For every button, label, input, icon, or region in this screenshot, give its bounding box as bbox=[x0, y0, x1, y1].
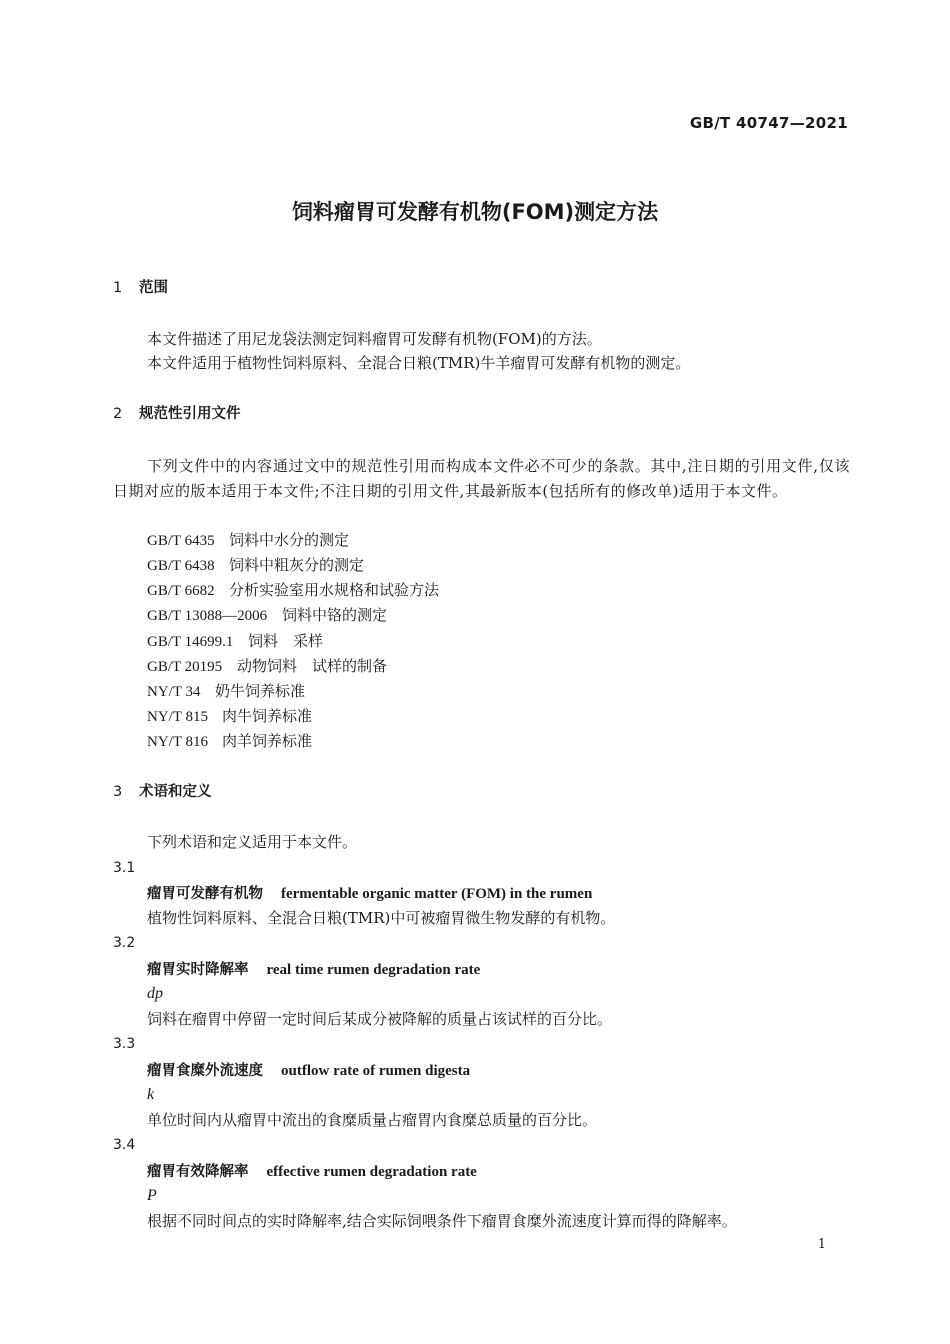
term-number: 3.2 bbox=[113, 935, 136, 951]
reference-code: GB/T 20195 bbox=[147, 659, 223, 675]
section-title: 规范性引用文件 bbox=[139, 406, 241, 422]
term-symbol: P bbox=[147, 1187, 157, 1204]
reference-code: GB/T 13088—2006 bbox=[147, 608, 268, 624]
reference-item bbox=[147, 631, 323, 652]
terms-intro: 下列术语和定义适用于本文件。 bbox=[147, 833, 358, 851]
section-heading-normative-refs bbox=[113, 404, 241, 424]
scope-paragraph: 本文件适用于植物性饲料原料、全混合日粮(TMR)牛羊瘤胃可发酵有机物的测定。 bbox=[147, 354, 691, 372]
reference-item bbox=[147, 605, 387, 626]
section-heading-scope bbox=[113, 278, 168, 298]
section-number: 1 bbox=[113, 280, 123, 296]
section-number: 2 bbox=[113, 406, 123, 422]
document-title: 饲料瘤胃可发酵有机物(FOM)测定方法 bbox=[291, 200, 659, 224]
term-heading bbox=[147, 883, 592, 904]
term-zh: 瘤胃有效降解率 bbox=[147, 1164, 249, 1180]
reference-code: GB/T 6682 bbox=[147, 583, 215, 599]
reference-code: GB/T 6438 bbox=[147, 558, 215, 574]
reference-title: 肉牛饲养标准 bbox=[222, 707, 313, 725]
term-symbol: k bbox=[147, 1086, 155, 1103]
reference-title: 饲料中粗灰分的测定 bbox=[229, 556, 365, 574]
reference-code: NY/T 34 bbox=[147, 684, 201, 700]
term-heading bbox=[147, 1161, 477, 1182]
reference-item bbox=[147, 706, 312, 727]
reference-title: 饲料中铬的测定 bbox=[282, 606, 388, 624]
term-en: real time rumen degradation rate bbox=[266, 962, 481, 978]
term-heading bbox=[147, 1060, 470, 1081]
reference-title: 奶牛饲养标准 bbox=[215, 682, 306, 700]
section-number: 3 bbox=[113, 784, 123, 800]
term-en: fermentable organic matter (FOM) in the rumen bbox=[281, 886, 593, 902]
term-definition: 单位时间内从瘤胃中流出的食糜质量占瘤胃内食糜总质量的百分比。 bbox=[147, 1111, 598, 1129]
term-number: 3.4 bbox=[113, 1137, 136, 1153]
term-number: 3.3 bbox=[113, 1036, 136, 1052]
section-title: 术语和定义 bbox=[139, 784, 212, 800]
reference-item bbox=[147, 731, 312, 752]
reference-item bbox=[147, 580, 439, 601]
reference-code: NY/T 816 bbox=[147, 734, 208, 750]
scope-paragraph: 本文件描述了用尼龙袋法测定饲料瘤胃可发酵有机物(FOM)的方法。 bbox=[147, 330, 602, 348]
reference-code: GB/T 14699.1 bbox=[147, 634, 234, 650]
reference-title: 肉羊饲养标准 bbox=[222, 732, 313, 750]
term-en: effective rumen degradation rate bbox=[266, 1164, 477, 1180]
page-number: 1 bbox=[817, 1237, 826, 1252]
term-heading bbox=[147, 959, 480, 980]
term-zh: 瘤胃可发酵有机物 bbox=[147, 886, 263, 902]
reference-item bbox=[147, 530, 349, 551]
reference-item bbox=[147, 656, 387, 677]
reference-item bbox=[147, 681, 305, 702]
term-zh: 瘤胃实时降解率 bbox=[147, 962, 249, 978]
reference-title: 分析实验室用水规格和试验方法 bbox=[229, 581, 440, 599]
normative-refs-intro: 下列文件中的内容通过文中的规范性引用而构成本文件必不可少的条款。其中,注日期的引用文件,仅该日期对应的版本适用于本文件;不注日期的引用文件,其最新版本(包括所有的修改单)适用于本文件。 bbox=[113, 457, 850, 501]
reference-item bbox=[147, 555, 364, 576]
term-en: outflow rate of rumen digesta bbox=[281, 1063, 471, 1079]
section-title: 范围 bbox=[139, 280, 168, 296]
standard-code: GB/T 40747—2021 bbox=[689, 114, 848, 132]
reference-code: NY/T 815 bbox=[147, 709, 208, 725]
reference-title: 饲料 采样 bbox=[248, 632, 324, 650]
term-definition: 饲料在瘤胃中停留一定时间后某成分被降解的质量占该试样的百分比。 bbox=[147, 1010, 613, 1028]
reference-title: 饲料中水分的测定 bbox=[229, 531, 350, 549]
term-definition: 根据不同时间点的实时降解率,结合实际饲喂条件下瘤胃食糜外流速度计算而得的降解率。 bbox=[147, 1212, 737, 1230]
term-definition: 植物性饲料原料、全混合日粮(TMR)中可被瘤胃微生物发酵的有机物。 bbox=[147, 909, 616, 927]
term-symbol: dp bbox=[147, 985, 163, 1002]
reference-code: GB/T 6435 bbox=[147, 533, 215, 549]
reference-title: 动物饲料 试样的制备 bbox=[237, 657, 388, 675]
term-zh: 瘤胃食糜外流速度 bbox=[147, 1063, 263, 1079]
section-heading-terms bbox=[113, 782, 212, 802]
term-number: 3.1 bbox=[113, 860, 136, 876]
